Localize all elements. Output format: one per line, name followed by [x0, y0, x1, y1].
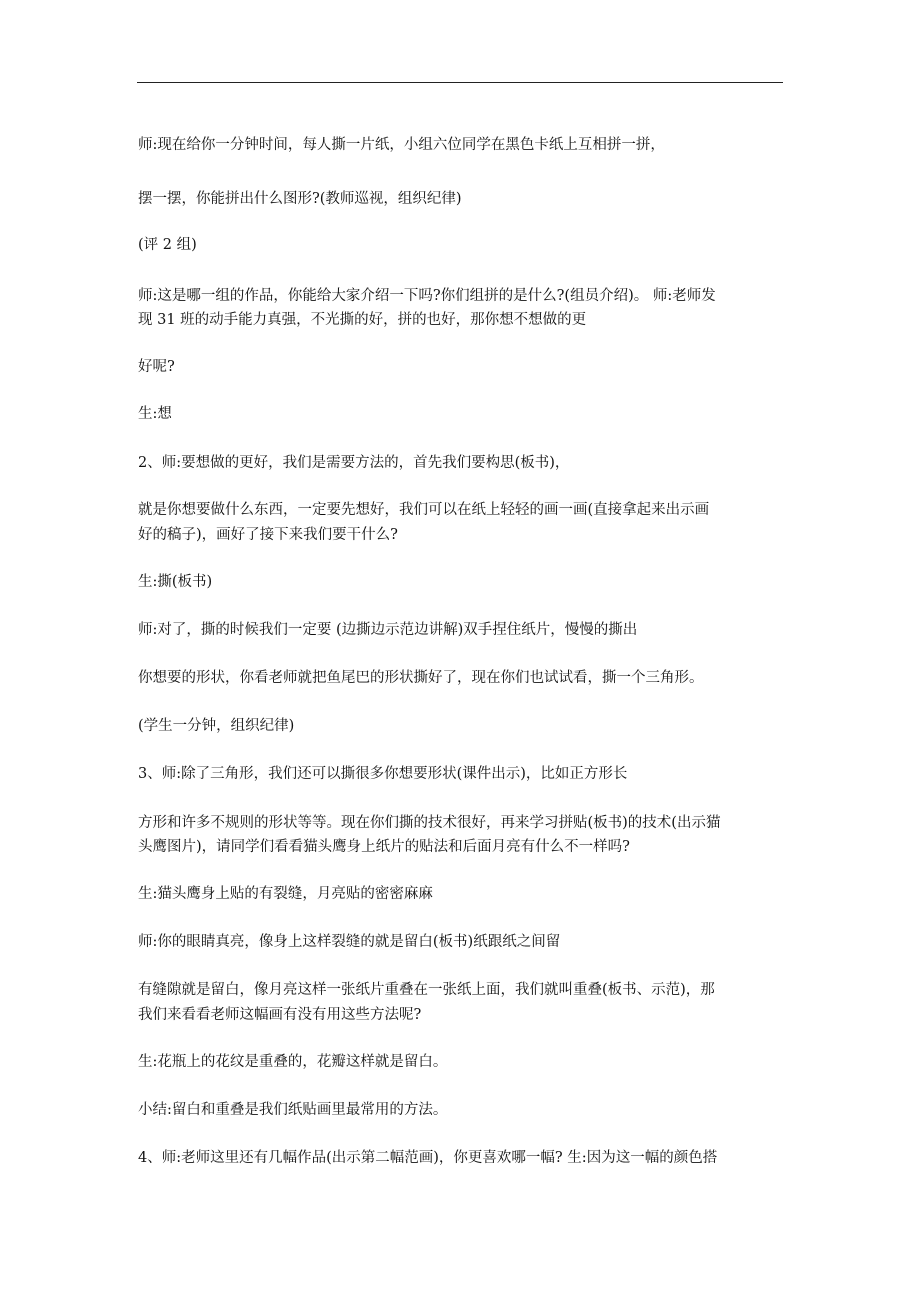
- text-line: 生:花瓶上的花纹是重叠的，花瓣这样就是留白。: [138, 1054, 448, 1070]
- text-line: 头鹰图片)，请同学们看看猫头鹰身上纸片的贴法和后面月亮有什么不一样吗?: [138, 839, 630, 855]
- text-line: 现 31 班的动手能力真强，不光撕的好，拼的也好，那你想不想做的更: [138, 312, 587, 328]
- text-line: 你想要的形状，你看老师就把鱼尾巴的形状撕好了，现在你们也试试看，撕一个三角形。: [138, 670, 704, 686]
- text-line: 好呢?: [138, 359, 175, 375]
- text-line: 4、师:老师这里还有几幅作品(出示第二幅范画)，你更喜欢哪一幅? 生:因为这一幅的颜色搭: [138, 1150, 718, 1166]
- text-line: 师:对了，撕的时候我们一定要 (边撕边示范边讲解)双手捏住纸片，慢慢的撕出: [138, 622, 638, 638]
- text-line: (评 2 组): [138, 237, 197, 253]
- header-rule: [137, 82, 783, 83]
- text-line: 师:这是哪一组的作品，你能给大家介绍一下吗?你们组拼的是什么?(组员介绍)。 师:老师发: [138, 288, 716, 304]
- text-line: 生:撕(板书): [138, 574, 213, 590]
- text-line: (学生一分钟，组织纪律): [138, 718, 295, 734]
- text-line: 师:你的眼睛真亮，像身上这样裂缝的就是留白(板书)纸跟纸之间留: [138, 934, 561, 950]
- text-line: 我们来看看老师这幅画有没有用这些方法呢?: [138, 1007, 422, 1023]
- text-line: 生:想: [138, 406, 172, 422]
- text-line: 摆一摆，你能拼出什么图形?(教师巡视，组织纪律): [138, 191, 462, 207]
- text-line: 好的稿子)，画好了接下来我们要干什么?: [138, 527, 398, 543]
- text-line: 2、师:要想做的更好，我们是需要方法的，首先我们要构思(板书)，: [138, 455, 570, 471]
- text-line: 就是你想要做什么东西，一定要先想好，我们可以在纸上轻轻的画一画(直接拿起来出示画: [138, 502, 710, 518]
- text-line: 师:现在给你一分钟时间，每人撕一片纸，小组六位同学在黑色卡纸上互相拼一拼，: [138, 137, 665, 153]
- text-line: 生:猫头鹰身上贴的有裂缝，月亮贴的密密麻麻: [138, 886, 433, 902]
- text-line: 有缝隙就是留白，像月亮这样一张纸片重叠在一张纸上面，我们就叫重叠(板书、示范)，那: [138, 982, 715, 998]
- text-line: 小结:留白和重叠是我们纸贴画里最常用的方法。: [138, 1102, 448, 1118]
- text-line: 3、师:除了三角形，我们还可以撕很多你想要形状(课件出示)，比如正方形长: [138, 766, 628, 782]
- text-line: 方形和许多不规则的形状等等。现在你们撕的技术很好，再来学习拼贴(板书)的技术(出示猫: [138, 815, 721, 831]
